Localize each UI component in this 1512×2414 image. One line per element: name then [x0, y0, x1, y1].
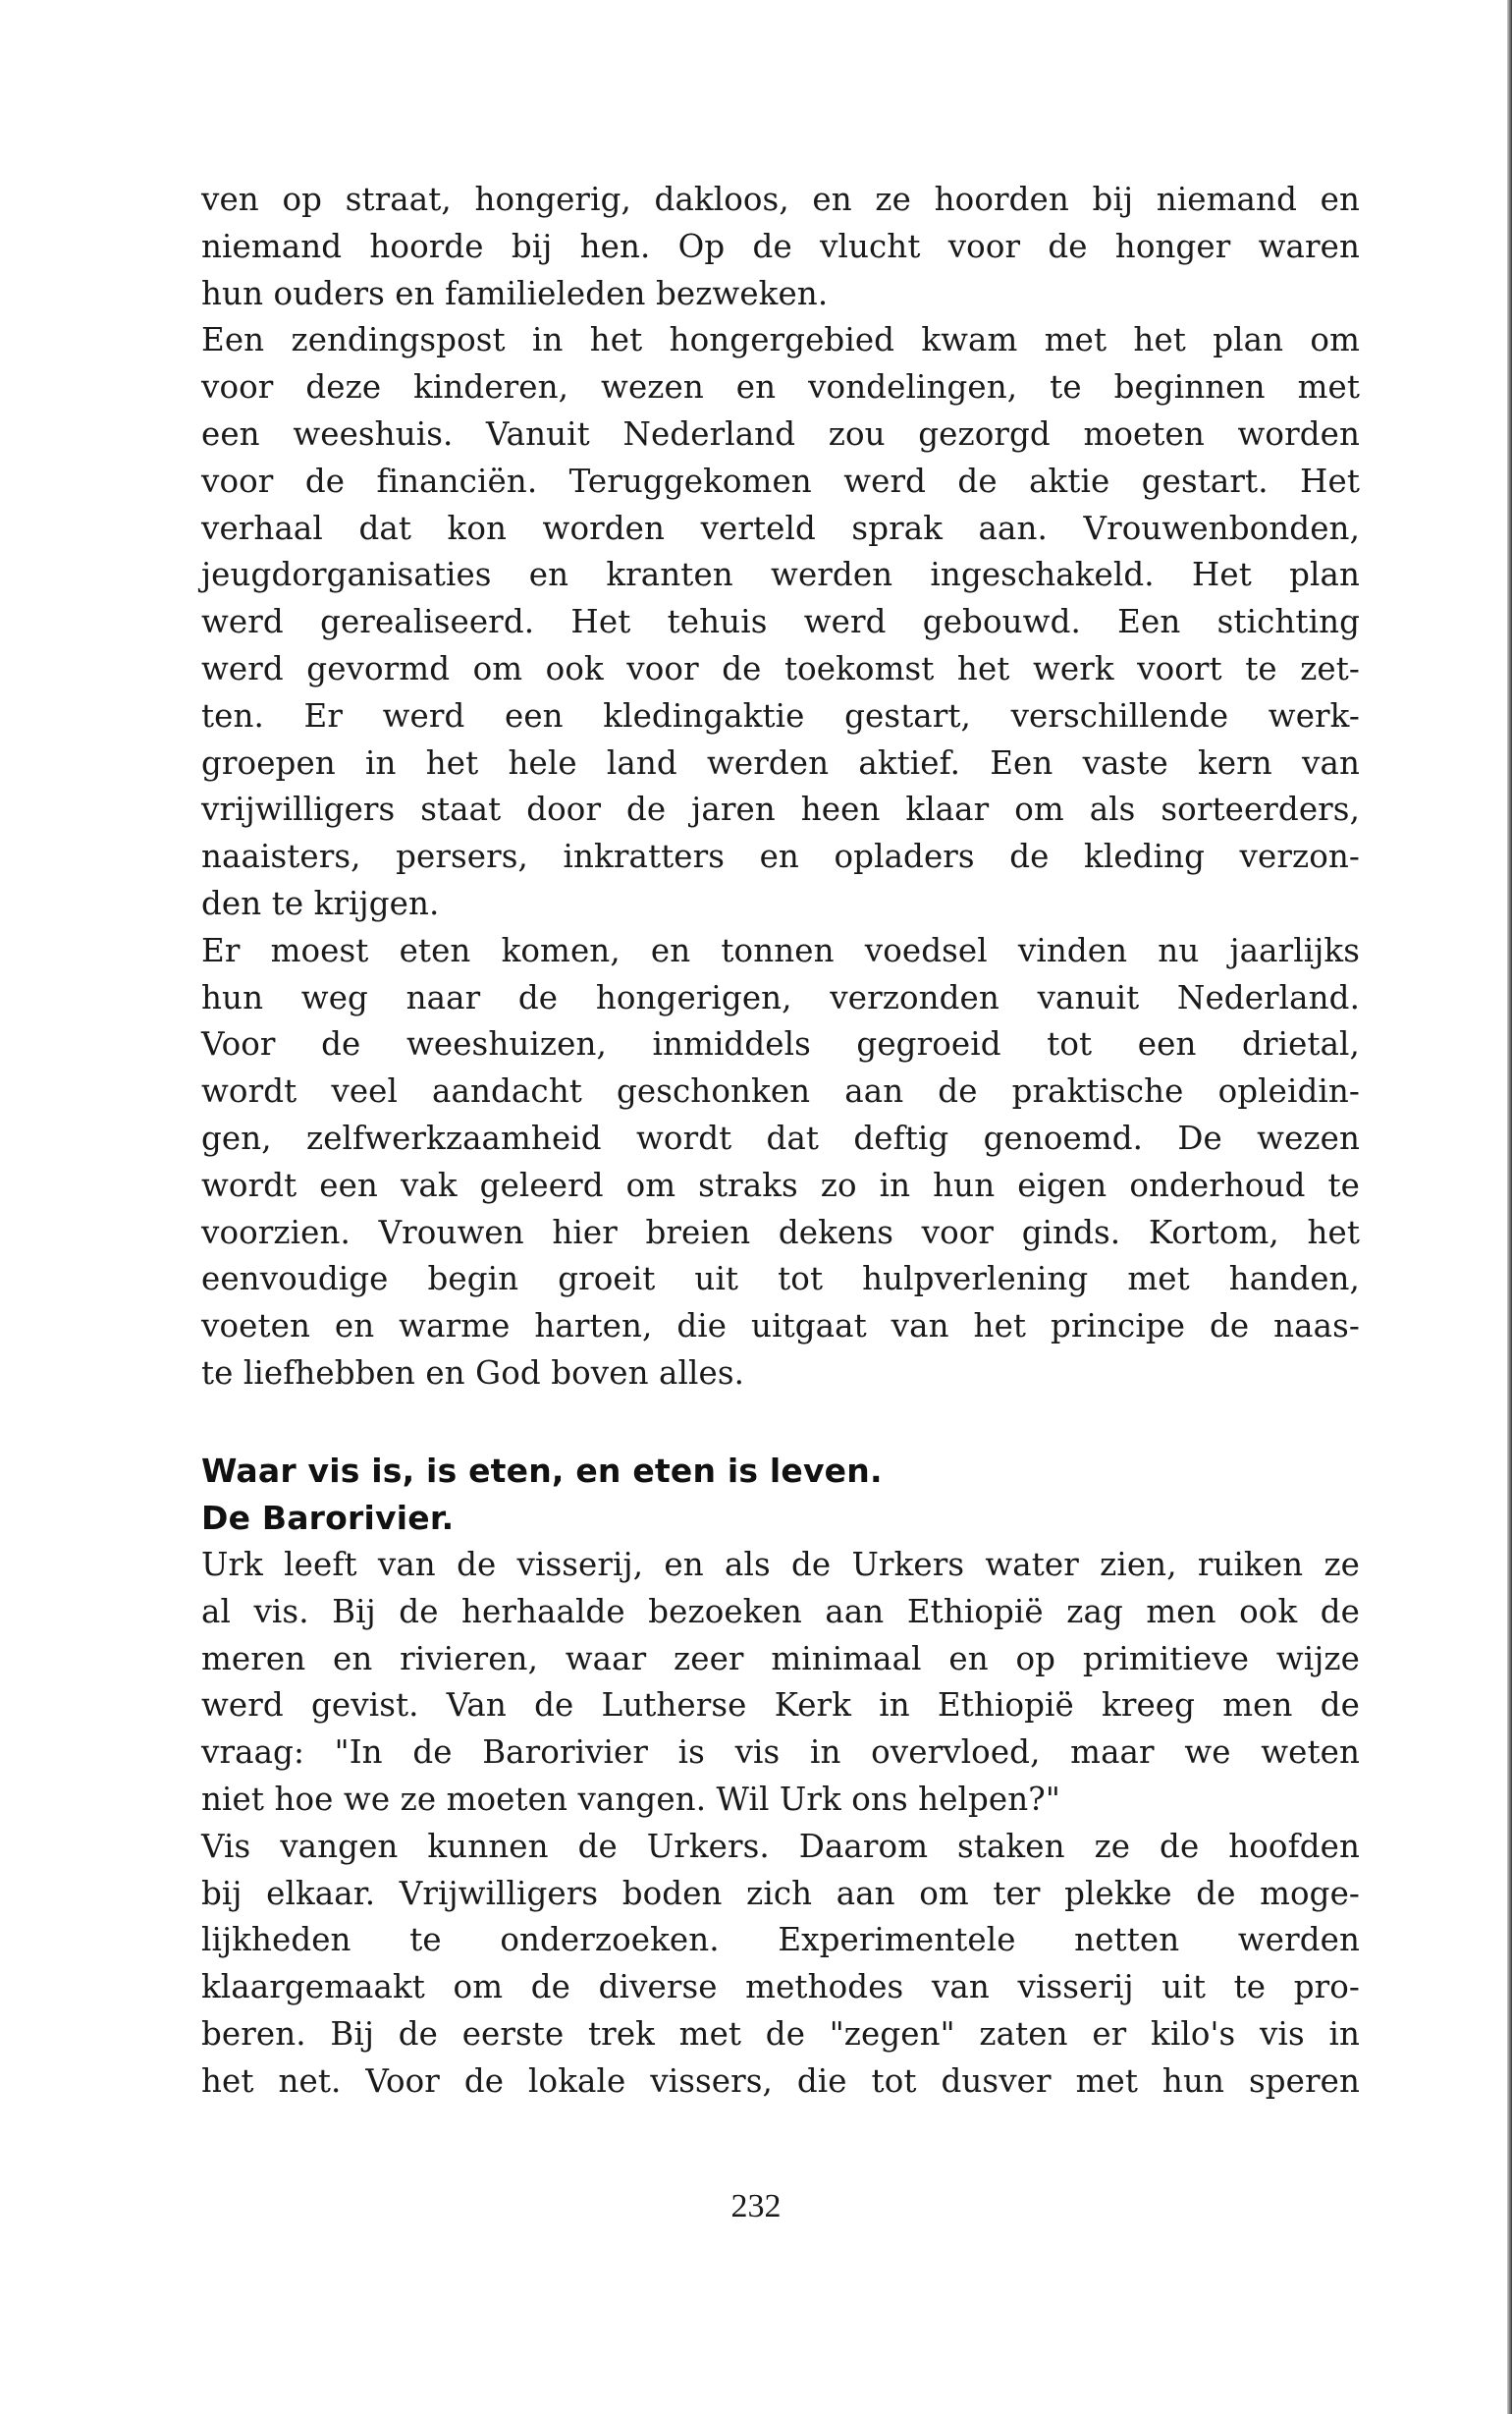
text-line: voeten en warme harten, die uitgaat van het principe de naas-	[201, 1307, 1360, 1345]
text-line: voor de financiën. Teruggekomen werd de aktie gestart. Het	[201, 462, 1360, 500]
text-line: werd gerealiseerd. Het tehuis werd gebouwd. Een stichting	[201, 603, 1360, 641]
text-line: vrijwilligers staat door de jaren heen klaar om als sorteerders,	[201, 791, 1360, 829]
body-text-top	[201, 177, 1360, 1398]
text-line: voor deze kinderen, wezen en vondelingen, te beginnen met	[201, 368, 1360, 407]
page-number: 232	[730, 2188, 782, 2224]
text-line: bij elkaar. Vrijwilligers boden zich aan om ter plekke de moge-	[201, 1874, 1360, 1912]
text-line: wordt veel aandacht geschonken aan de praktische opleidin-	[201, 1072, 1360, 1111]
text-line: hun ouders en familieleden bezweken.	[201, 274, 829, 312]
text-line: verhaal dat kon worden verteld sprak aan. Vrouwenbonden,	[201, 509, 1360, 547]
section-heading	[201, 1448, 1360, 1542]
text-line: werd gevormd om ook voor de toekomst het werk voort te zet-	[201, 649, 1360, 687]
text-line: jeugdorganisaties en kranten werden ingeschakeld. Het plan	[201, 556, 1360, 594]
text-line: te liefhebben en God boven alles.	[201, 1353, 745, 1392]
text-line: gen, zelfwerkzaamheid wordt dat deftig genoemd. De wezen	[201, 1119, 1360, 1157]
text-line: Een zendingspost in het hongergebied kwam met het plan om	[201, 321, 1360, 359]
text-line: eenvoudige begin groeit uit tot hulpverlening met handen,	[201, 1260, 1360, 1298]
text-line: niemand hoorde bij hen. Op de vlucht voor de honger waren	[201, 227, 1360, 265]
heading-title: Waar vis is, is eten, en eten is leven.	[201, 1452, 883, 1490]
text-line: beren. Bij de eerste trek met de "zegen" zaten er kilo's vis in	[201, 2014, 1360, 2053]
text-line: al vis. Bij de herhaalde bezoeken aan Ethiopië zag men ook de	[201, 1592, 1360, 1630]
text-line: Voor de weeshuizen, inmiddels gegroeid tot een drietal,	[201, 1025, 1360, 1064]
body-text-bottom	[201, 1542, 1360, 2106]
text-line: wordt een vak geleerd om straks zo in hun eigen onderhoud te	[201, 1166, 1360, 1204]
page-edge	[1507, 0, 1512, 2414]
text-line: lijkheden te onderzoeken. Experimentele netten werden	[201, 1921, 1360, 1959]
text-line: Urk leeft van de visserij, en als de Urkers water zien, ruiken ze	[201, 1546, 1360, 1583]
heading-subtitle: De Barorivier.	[201, 1499, 455, 1537]
text-line: groepen in het hele land werden aktief. Een vaste kern van	[201, 743, 1360, 782]
text-line: Vis vangen kunnen de Urkers. Daarom staken ze de hoofden	[201, 1827, 1360, 1865]
text-line: een weeshuis. Vanuit Nederland zou gezorgd moeten worden	[201, 414, 1360, 453]
text-line: naaisters, persers, inkratters en opladers de kleding verzon-	[201, 838, 1360, 876]
text-line: het net. Voor de lokale vissers, die tot dusver met hun speren	[201, 2061, 1360, 2100]
text-line: meren en rivieren, waar zeer minimaal en op primitieve wijze	[201, 1639, 1360, 1677]
text-line: vraag: "In de Barorivier is vis in overvloed, maar we weten	[201, 1733, 1360, 1772]
text-line: werd gevist. Van de Lutherse Kerk in Ethiopië kreeg men de	[201, 1686, 1360, 1725]
text-line: ten. Er werd een kledingaktie gestart, verschillende werk-	[201, 696, 1360, 735]
text-line: klaargemaakt om de diverse methodes van visserij uit te pro-	[201, 1968, 1360, 2006]
text-line: niet hoe we ze moeten vangen. Wil Urk ons helpen?"	[201, 1780, 1060, 1818]
text-line: voorzien. Vrouwen hier breien dekens voor ginds. Kortom, het	[201, 1213, 1360, 1251]
text-line: den te krijgen.	[201, 884, 440, 922]
text-line: Er moest eten komen, en tonnen voedsel vinden nu jaarlijks	[201, 931, 1360, 969]
text-line: hun weg naar de hongerigen, verzonden vanuit Nederland.	[201, 978, 1360, 1016]
text-line: ven op straat, hongerig, dakloos, en ze hoorden bij niemand en	[201, 181, 1360, 218]
